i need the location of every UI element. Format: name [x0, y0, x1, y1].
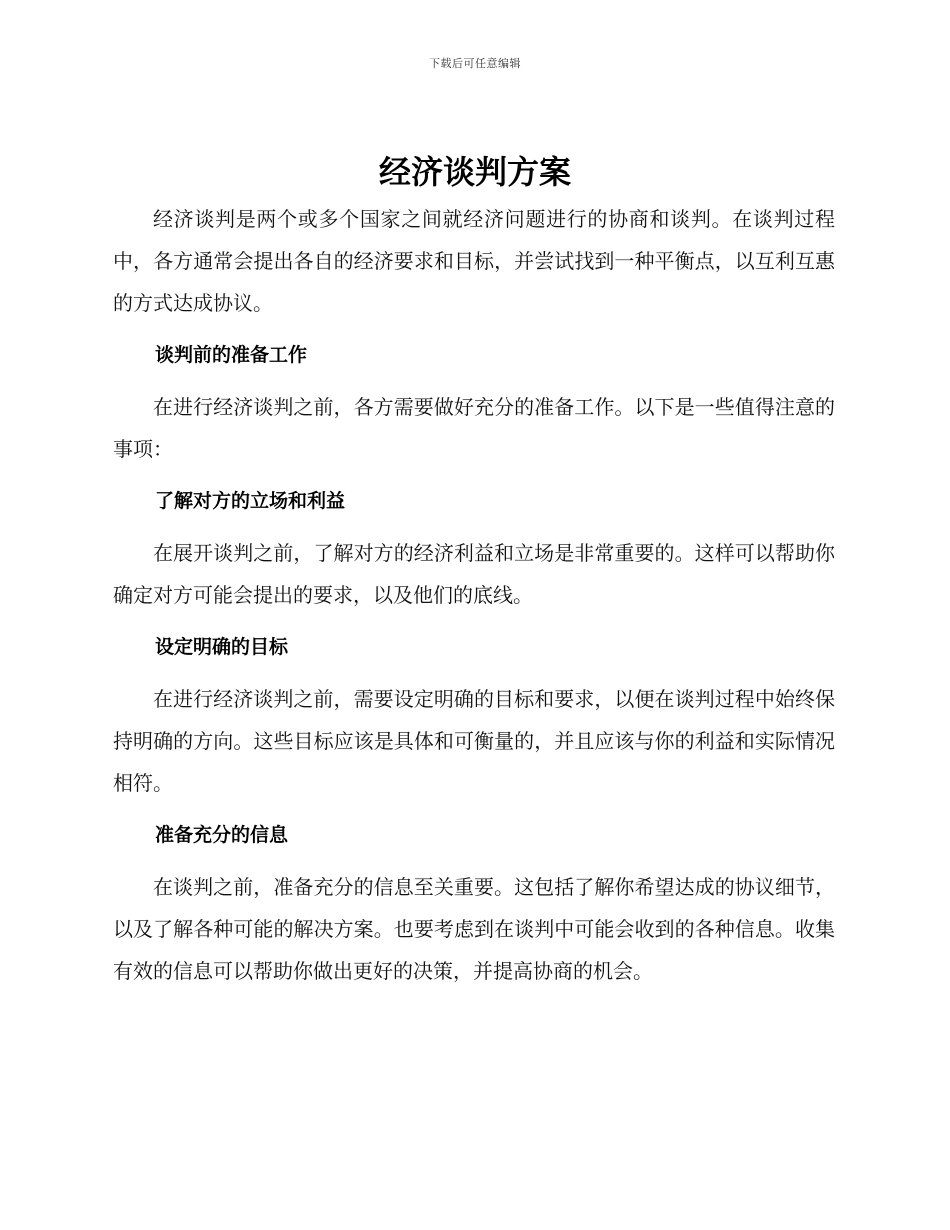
heading-understand-other-party: 了解对方的立场和利益: [155, 490, 346, 512]
set-goals-paragraph: 在进行经济谈判之前，需要设定明确的目标和要求，以便在谈判过程中始终保持明确的方向。这些目标应该是具体和可衡量的，并且应该与你的利益和实际情况相符。: [113, 687, 835, 795]
understand-other-party-paragraph: 在展开谈判之前，了解对方的经济利益和立场是非常重要的。这样可以帮助你确定对方可能会提出的要求，以及他们的底线。: [113, 541, 835, 607]
heading-set-goals: 设定明确的目标: [155, 636, 289, 658]
document-title: 经济谈判方案: [378, 153, 571, 191]
document-body: [113, 198, 835, 1002]
heading-prepare-information: 准备充分的信息: [155, 824, 289, 846]
prepare-information-paragraph: 在谈判之前，准备充分的信息至关重要。这包括了解你希望达成的协议细节，以及了解各种可能的解决方案。也要考虑到在谈判中可能会收到的各种信息。收集有效的信息可以帮助你做出更好的决策，并提高协商的机会。: [113, 875, 835, 983]
preparation-paragraph: 在进行经济谈判之前，各方需要做好充分的准备工作。以下是一些值得注意的事项：: [113, 395, 835, 461]
intro-paragraph: 经济谈判是两个或多个国家之间就经济问题进行的协商和谈判。在谈判过程中，各方通常会提出各自的经济要求和目标，并尝试找到一种平衡点，以互利互惠的方式达成协议。: [113, 207, 835, 315]
heading-preparation: 谈判前的准备工作: [155, 344, 308, 366]
page-header-note: 下载后可任意编辑: [429, 57, 521, 70]
